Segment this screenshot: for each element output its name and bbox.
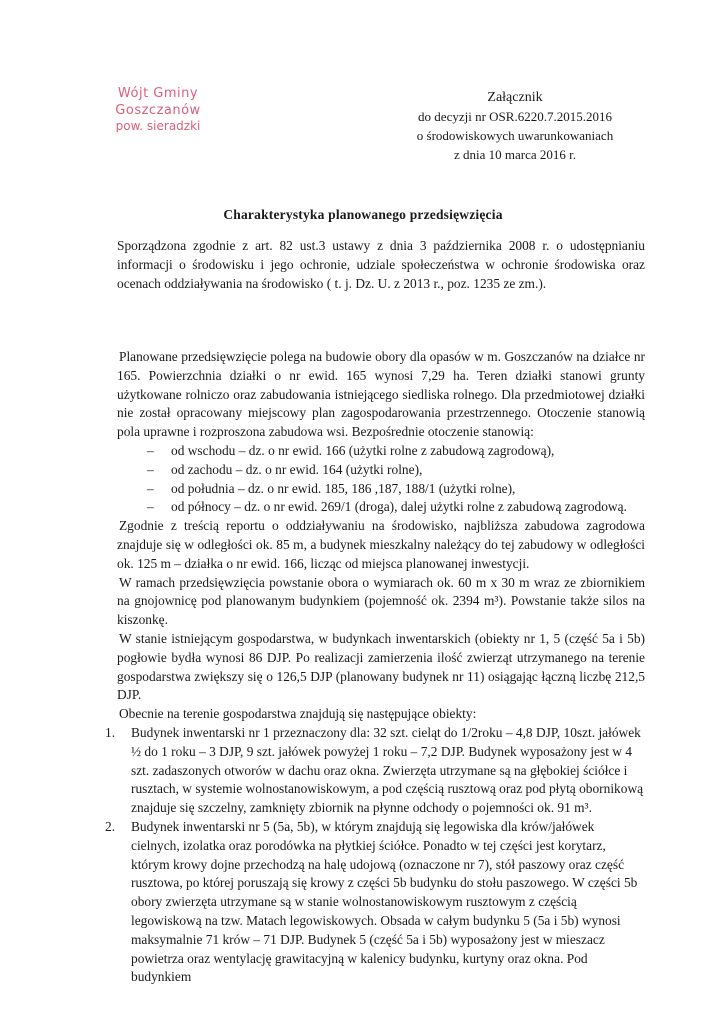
paragraph-2: Zgodnie z treścią reportu o oddziaływaniu na środowisko, najbliższa zabudowa zagrodowa znajduje się w odległości ok. 85 m, a budynek mieszkalny należący do tej zabudowy w odległości ok. 125 m – działka o nr ewid. 166, licząc od miejsca planowanej inwestycji.: [117, 518, 645, 571]
list-item: – od wschodu – dz. o nr ewid. 166 (użytki rolne z zabudową zagrodową),: [147, 442, 555, 458]
list-item: 1. Budynek inwentarski nr 1 przeznaczony dla: 32 szt. cieląt do 1/2roku – 4,8 DJP, 10szt. jałówek ½ do 1 roku – 3 DJP, 9 szt. jałówek powyżej 1 roku – 7,2 DJP. Budynek wyposażony jest w 4 szt. zadaszonych otworów w dachu oraz okna. Zwierzęta utrzymane są na głębokiej ściółce i rusztach, w systemie wolnostanowiskowym, a pod częścią rusztową oraz pod płytą obornikową znajduje się szczelny, zamknięty zbiornik na płynne odchody o pojemności ok. 91 m³.: [105, 724, 644, 816]
paragraph-4: W stanie istniejącym gospodarstwa, w budynkach inwentarskich (obiekty nr 1, 5 (część 5a i 5b) pogłowie bydła wynosi 86 DJP. Po realizacji zamierzenia ilość zwierząt utrzymanego na terenie gospodarstwa zwiększy się o 126,5 DJP (planowany budynek nr 11) osiągając łączną liczbę 212,5 DJP.: [117, 630, 645, 703]
municipality-stamp: [103, 85, 213, 133]
paragraph-3: W ramach przedsięwzięcia powstanie obora o wymiarach ok. 60 m x 30 m wraz ze zbiornikiem na gnojownicę pod planowanym budynkiem (pojemność ok. 2394 m³). Powstanie także silos na kiszonkę.: [117, 574, 645, 628]
intro-paragraph: [117, 237, 645, 293]
main-content: [105, 348, 645, 987]
list-item: – od zachodu – dz. o nr ewid. 164 (użytki rolne),: [147, 461, 423, 477]
list-item: – od południa – dz. o nr ewid. 185, 186 ,187, 188/1 (użytki rolne),: [147, 480, 516, 496]
stamp-line-1: Wójt Gminy: [117, 86, 199, 101]
paragraph-1: Planowane przedsięwzięcie polega na budowie obory dla opasów w m. Goszczanów na działce nr 165. Powierzchnia działki o nr ewid. 165 wynosi 7,29 ha. Teren działki stanowi grunty użytkowane rolniczo oraz zabudowania istniejącego siedliska rolnego. Dla przedmiotowej działki nie został opracowany miejscowy plan zagospodarowania przestrzennego. Otoczenie stanowią pola uprawne i rozproszona zabudowa wsi. Bezpośrednie otoczenie stanowią:: [117, 349, 645, 440]
list-item: 2. Budynek inwentarski nr 5 (5a, 5b), w którym znajdują się legowiska dla krów/jałówek cielnych, izolatka oraz porodówka na płytkiej ściółce. Ponadto w tej części jest korytarz, którym krowy dojne przechodzą na halę udojową (oznaczone nr 7), stół paszowy oraz część rusztowa, po której poruszają się krowy z części 5b budynku do stołu paszowego. W części 5b obory zwierzęta utrzymane są w stanie wolnostanowiskowym rusztowym z częścią legowiskową na tzw. Matach legowiskowych. Obsada w całym budynku 5 (5a i 5b) wynosi maksymalnie 71 krów – 71 DJP. Budynek 5 (część 5a i 5b) wyposażony jest w mieszacz powietrza oraz wentylację grawitacyjną w kalenicy budynku, kurtyny oraz okna. Pod budynkiem: [105, 818, 638, 985]
annex-line-2: o środowiskowych uwarunkowaniach: [416, 128, 614, 143]
document-title: Charakterystyka planowanego przedsięwzięcia: [223, 207, 503, 222]
paragraph-5: Obecnie na terenie gospodarstwa znajdują się następujące obiekty:: [119, 706, 477, 722]
annex-line-3: z dnia 10 marca 2016 r.: [453, 147, 576, 162]
objects-list: [105, 724, 645, 987]
neighbors-list: [117, 442, 645, 517]
intro-text: Sporządzona zgodnie z art. 82 ust.3 ustawy z dnia 3 października 2008 r. o udostępnianiu informacji o środowisku i jego ochronie, udziale społeczeństwa w ochronie środowiska oraz ocenach oddziaływania na środowisko ( t. j. Dz. U. z 2013 r., poz. 1235 ze zm.).: [117, 238, 645, 291]
stamp-line-3: pow. sieradzki: [115, 119, 201, 133]
annex-line-1: do decyzji nr OSR.6220.7.2015.2016: [418, 109, 612, 124]
annex-line-0: Załącznik: [487, 90, 543, 105]
annex-header: [410, 88, 620, 164]
stamp-line-2: Goszczanów: [115, 103, 201, 118]
list-item: – od północy – dz. o nr ewid. 269/1 (droga), dalej użytki rolne z zabudową zagrodową.: [147, 499, 627, 515]
